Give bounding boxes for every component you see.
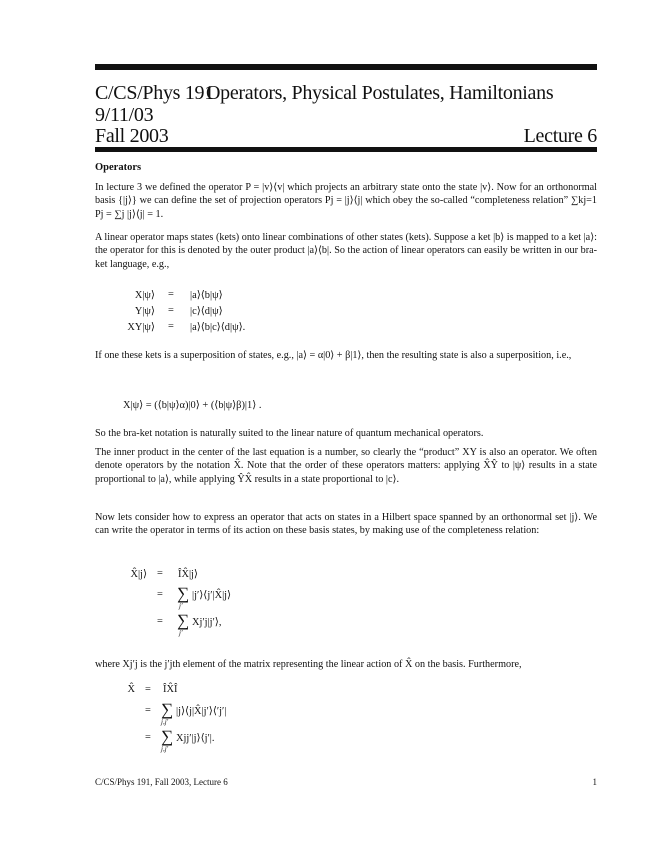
summation-symbol: ∑ xyxy=(177,584,190,603)
equation-row xyxy=(95,305,395,321)
equals-sign: = xyxy=(168,305,174,316)
equation-rhs: Xjj′|j⟩⟨j′|. xyxy=(176,733,215,744)
paragraph-4: So the bra-ket notation is naturally suited to the linear nature of quantum mechanical operators. xyxy=(95,428,484,439)
paragraph-5: The inner product in the center of the last equation is a number, so clearly the “product” XY is also an operator. We often denote operators by the notation X̂. Note that the order of these operators matters: applying X̂Ŷ to |ψ⟩ results in a state proportional to |a⟩, while applying ŶX̂ results in a state proportional to |c⟩. xyxy=(95,447,597,485)
lecture-number: Lecture 6 xyxy=(523,125,597,147)
equals-sign: = xyxy=(145,732,151,743)
equation-row xyxy=(95,321,395,337)
equals-sign: = xyxy=(168,321,174,332)
paragraph-1: In lecture 3 we defined the operator P = |v⟩⟨v| which projects an arbitrary state onto the state |v⟩. Now for an orthonormal basis {|j⟩} we can define the set of projection operators Pj = |j⟩⟨j| which obey the so-called “completeness relation” ∑kj=1 Pj = ∑j |j⟩⟨j| = 1. xyxy=(95,182,597,220)
header-rule-top xyxy=(95,64,597,70)
paragraph-2: A linear operator maps states (kets) onto linear combinations of other states (kets). Suppose a ket |b⟩ is mapped to a ket |a⟩: the operator for this is denoted by the outer product |a⟩⟨b|. So the action of linear operators can easily be written in our bra-ket language, e.g., xyxy=(95,232,597,270)
equation-rhs: |j⟩⟨j|X̂|j′⟩⟨′j′| xyxy=(176,706,227,717)
equation-block-2: X|ψ⟩ = (⟨b|ψ⟩α)|0⟩ + (⟨b|ψ⟩β)|1⟩ . xyxy=(123,400,262,411)
equation-rhs: Xj′j|j′⟩, xyxy=(192,617,222,628)
equation-row xyxy=(95,612,415,638)
summation-index: j,j′ xyxy=(161,718,169,726)
summation-index: j,j′ xyxy=(161,745,169,753)
paragraph-3: If one these kets is a superposition of states, e.g., |a⟩ = α|0⟩ + β|1⟩, then the resulting state is also a superposition, i.e., xyxy=(95,350,572,361)
equation-row xyxy=(95,701,415,727)
summation-symbol: ∑ xyxy=(177,611,190,630)
equation-row xyxy=(95,289,395,305)
section-heading: Operators xyxy=(95,162,142,173)
equation-lhs: X|ψ⟩ xyxy=(134,290,155,301)
equation-rhs: |a⟩⟨b|ψ⟩ xyxy=(190,290,223,301)
summation-symbol: ∑ xyxy=(161,727,174,746)
equation-lhs: X̂ xyxy=(127,684,135,695)
paragraph-7: where Xj′j is the j′jth element of the matrix representing the linear action of X̂ on the basis. Furthermore, xyxy=(95,659,522,670)
equation-row xyxy=(95,585,415,611)
course-name: C/CS/Phys 191 xyxy=(95,82,214,104)
equation-row xyxy=(95,684,415,702)
equation-lhs: XY|ψ⟩ xyxy=(127,322,155,333)
equals-sign: = xyxy=(157,589,163,600)
equation-block-4 xyxy=(95,684,415,756)
page-number: 1 xyxy=(592,777,597,787)
footer-text: C/CS/Phys 191, Fall 2003, Lecture 6 xyxy=(95,777,228,787)
equation-rhs: |c⟩⟨d|ψ⟩ xyxy=(190,306,223,317)
page-title: Operators, Physical Postulates, Hamiltonians xyxy=(206,82,554,104)
lecture-date: 9/11/03 xyxy=(95,104,154,126)
equation-rhs: ÎX̂Î xyxy=(163,684,178,695)
summation-index: j′ xyxy=(179,602,183,610)
equals-sign: = xyxy=(145,705,151,716)
paragraph-6: Now lets consider how to express an operator that acts on states in a Hilbert space spanned by an orthonormal set |j⟩. We can write the operator in terms of its action on these basis states, by making use of the completeness relation: xyxy=(95,512,597,537)
equation-rhs: |j′⟩⟨j′|X̂|j⟩ xyxy=(192,590,232,601)
header-rule-bottom xyxy=(95,147,597,152)
summation-index: j′ xyxy=(179,629,183,637)
term: Fall 2003 xyxy=(95,125,169,147)
equation-lhs: Y|ψ⟩ xyxy=(134,306,155,317)
equation-block-1 xyxy=(95,289,395,337)
equals-sign: = xyxy=(145,684,151,695)
equation-rhs: ÎX̂|j⟩ xyxy=(178,569,198,580)
equation-lhs: X̂|j⟩ xyxy=(130,569,147,580)
equals-sign: = xyxy=(157,616,163,627)
equation-row xyxy=(95,728,415,754)
summation-symbol: ∑ xyxy=(161,700,174,719)
equation-row xyxy=(95,568,415,586)
equals-sign: = xyxy=(157,568,163,579)
equals-sign: = xyxy=(168,289,174,300)
equation-block-3 xyxy=(95,568,415,640)
equation-rhs: |a⟩⟨b|c⟩⟨d|ψ⟩. xyxy=(190,322,246,333)
